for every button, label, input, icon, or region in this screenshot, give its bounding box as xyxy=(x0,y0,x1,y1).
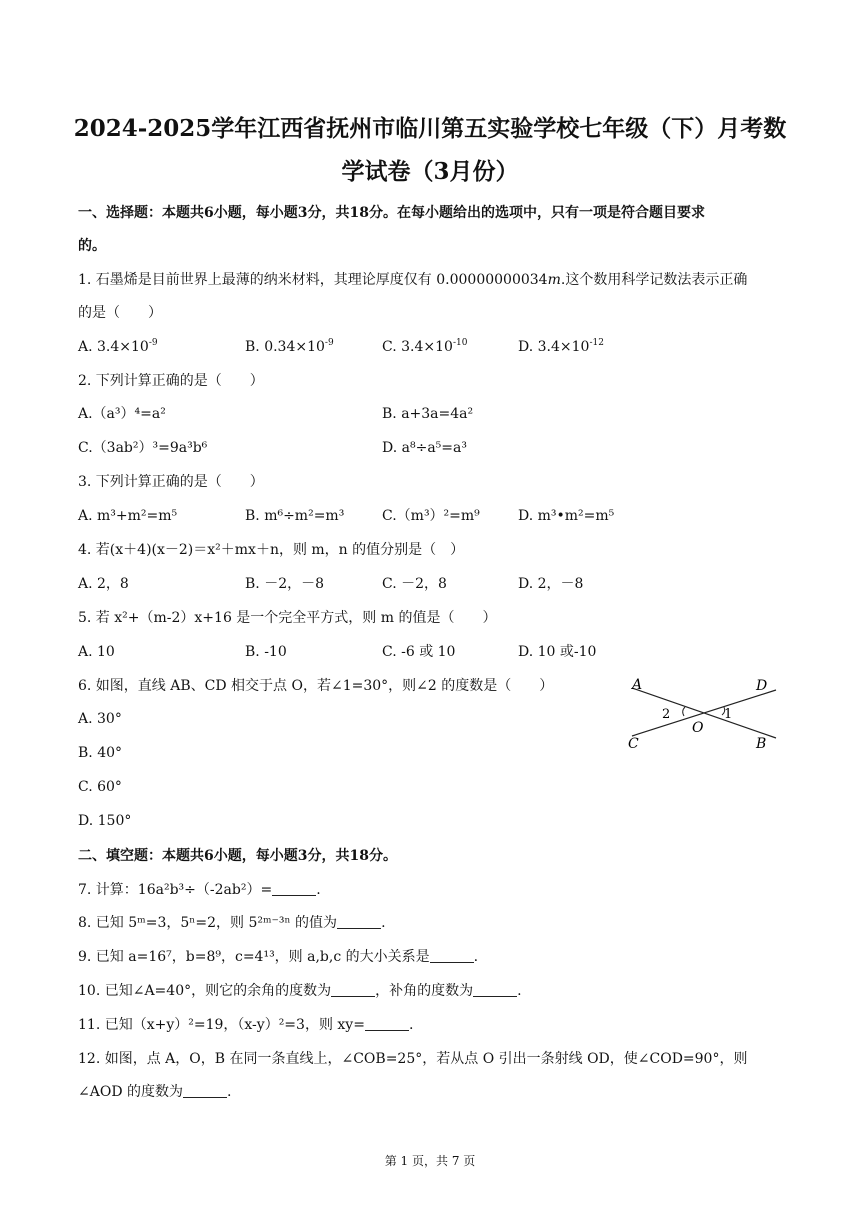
q1-option-d: D. $3.4\times 10^{-12}$ xyxy=(518,338,604,355)
section1-header-cont: 的。 xyxy=(78,238,106,254)
label-o: O xyxy=(692,720,704,736)
q3-option-c: C.（m³）²=m⁹ xyxy=(382,508,480,524)
q3-option-a: A. m³+m²=m⁵ xyxy=(78,508,178,524)
q1-option-c: C. $3.4\times 10^{-10}$ xyxy=(382,338,468,355)
angle-2-arc xyxy=(683,707,685,716)
question-12: 12. 如图，点 A，O，B 在同一条直线上，∠COB=25°，若从点 O 引出一条射线 OD，使∠COD=90°，则 xyxy=(78,1051,748,1067)
q5-option-b: B. -10 xyxy=(245,644,287,660)
question-11: 11. 已知（x+y）²=19，（x-y）²=3，则 xy= . xyxy=(78,1017,414,1033)
q2-option-b: B. a+3a=4a² xyxy=(382,406,474,422)
q3-option-b: B. m⁶÷m²=m³ xyxy=(245,508,345,524)
question-1-cont: 的是（ ） xyxy=(78,305,162,321)
answer-blank-7[interactable] xyxy=(272,881,316,896)
answer-blank-11[interactable] xyxy=(365,1016,409,1031)
question-2: 2. 下列计算正确的是（ ） xyxy=(78,373,264,389)
label-d: D xyxy=(756,678,768,694)
question-5: 5. 若 x²+（m-2）x+16 是一个完全平方式，则 m 的值是（ ） xyxy=(78,610,497,626)
section2-header: 二、填空题：本题共6小题，每小题3分，共18分。 xyxy=(78,848,397,864)
q5-option-d: D. 10 或-10 xyxy=(518,644,597,660)
q5-option-a: A. 10 xyxy=(78,644,115,660)
line-cd xyxy=(632,690,776,736)
question-9: 9. 已知 a=16⁷，b=8⁹，c=4¹³，则 a,b,c 的大小关系是 . xyxy=(78,949,479,965)
q4-option-c: C. －2，8 xyxy=(382,576,447,592)
label-b: B xyxy=(756,736,767,752)
q6-option-a: A. 30° xyxy=(78,711,122,727)
answer-blank-8[interactable] xyxy=(337,914,381,929)
intersecting-lines-figure xyxy=(620,674,785,756)
q3-option-d: D. m³•m²=m⁵ xyxy=(518,508,615,524)
answer-blank-10b[interactable] xyxy=(473,982,517,997)
q2-option-d: D. a⁸÷a⁵=a³ xyxy=(382,440,467,456)
answer-blank-10a[interactable] xyxy=(331,982,375,997)
q4-option-d: D. 2，－8 xyxy=(518,576,584,592)
page-footer: 第 1 页，共 7 页 xyxy=(384,1154,476,1168)
answer-blank-12[interactable] xyxy=(183,1083,227,1098)
question-3: 3. 下列计算正确的是（ ） xyxy=(78,474,264,490)
q6-option-d: D. 150° xyxy=(78,813,132,829)
exam-title-line1: 2024-2025学年江西省抚州市临川第五实验学校七年级（下）月考数 xyxy=(73,115,787,142)
question-8: 8. 已知 5ᵐ=3，5ⁿ=2，则 5²ᵐ⁻³ⁿ 的值为 . xyxy=(78,915,386,931)
question-1: 1. 石墨烯是目前世界上最薄的纳米材料，其理论厚度仅有 0.00000000034m.这个数用科学记数法表示正确 xyxy=(78,272,748,288)
question-7: 7. 计算：16a²b³÷（-2ab²）= . xyxy=(78,882,321,898)
label-angle-2: 2 xyxy=(662,707,671,722)
answer-blank-9[interactable] xyxy=(430,948,474,963)
q4-option-a: A. 2，8 xyxy=(78,576,129,592)
question-6: 6. 如图，直线 AB、CD 相交于点 O，若∠1=30°，则∠2 的度数是（ ） xyxy=(78,678,554,694)
exam-title-line2: 学试卷（3月份） xyxy=(341,158,519,185)
label-c: C xyxy=(628,736,639,752)
question-4: 4. 若(x＋4)(x－2)＝x²＋mx＋n，则 m，n 的值分别是（ ） xyxy=(78,542,465,558)
label-a: A xyxy=(632,677,643,693)
q1-option-a: A. $3.4\times 10^{-9}$ xyxy=(78,338,158,355)
question-10: 10. 已知∠A=40°，则它的余角的度数为 ，补角的度数为 . xyxy=(78,983,522,999)
label-angle-1: 1 xyxy=(724,707,733,722)
q6-option-c: C. 60° xyxy=(78,779,122,795)
q5-option-c: C. -6 或 10 xyxy=(382,644,456,660)
q4-option-b: B. －2，－8 xyxy=(245,576,325,592)
question-12-cont: ∠AOD 的度数为 . xyxy=(78,1084,232,1100)
q2-option-c: C.（3ab²）³=9a³b⁶ xyxy=(78,440,208,456)
section1-header: 一、选择题：本题共6小题，每小题3分，共18分。在每小题给出的选项中，只有一项是符合题目要求 xyxy=(78,205,705,221)
q6-option-b: B. 40° xyxy=(78,745,123,761)
q1-option-b: B. $0.34\times 10^{-9}$ xyxy=(245,338,334,355)
q2-option-a: A.（a³）⁴=a² xyxy=(78,406,166,422)
